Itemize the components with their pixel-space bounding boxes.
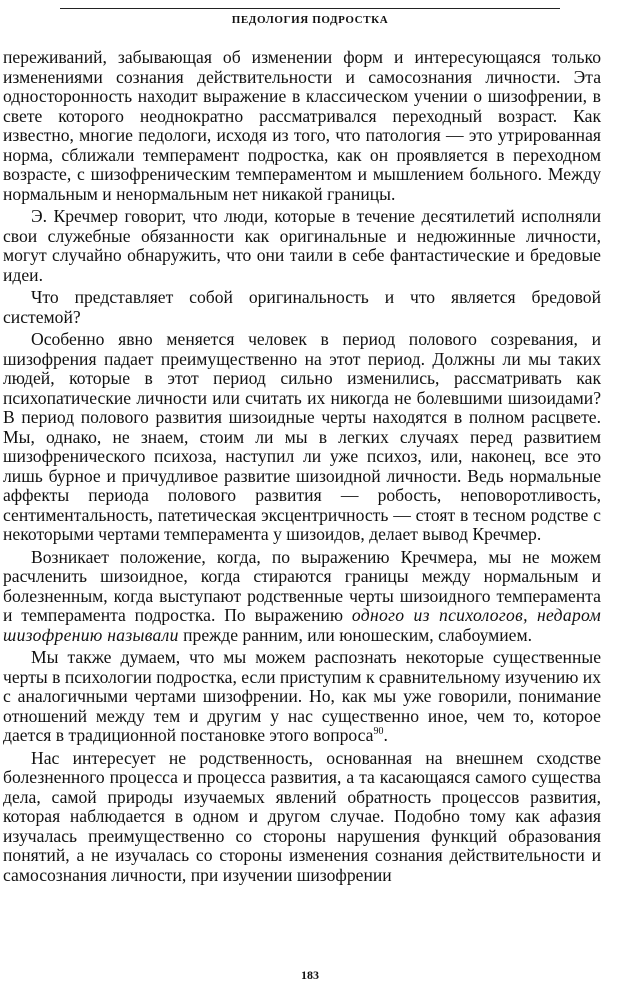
paragraph-6-text-before: Мы также думаем, что мы можем распознать некоторые существенные черты в психологии подростка, если приступим к сравнительному изучению их с аналогичными чертами шизофрении. Но, как мы уже говорили, понимание отношений между тем и другим у нас существенно иное, чем то, которое дается в традиционной постановке этого вопроса	[3, 647, 602, 745]
paragraph-3: Что представляет собой оригинальность и что является бредовой системой?	[3, 287, 601, 327]
paragraph-2: Э. Кречмер говорит, что люди, которые в течение десятилетий исполняли свои служебные обязанности как оригинальные и недюжинные личности, могут случайно обнаружить, что они таили в себе фантастические и бредовые идеи.	[3, 206, 601, 285]
paragraph-4: Особенно явно меняется человек в период полового созревания, и шизофрения падает преимущественно на этот период. Должны ли мы таких людей, которые в этот период сильно изменились, рассматривать как психопатические личности или считать их никогда не болевшими шизоидами? В период полового развития шизоидные черты находятся в полном расцвете. Мы, однако, не знаем, стоим ли мы в легких случаях перед развитием шизофренического психоза, наступил ли уже психоз, или, наконец, все это лишь бурное и причудливое развитие шизоидной личности. Ведь нормальные аффекты периода полового развития — робость, неповоротливость, сентиментальность, патетическая эксцентричность — стоят в тесном родстве с некоторыми чертами темперамента у шизоидов, делает вывод Кречмер.	[3, 329, 601, 544]
paragraph-5-text-after: прежде ранним, или юношеским, слабоумием.	[178, 624, 533, 645]
running-title: ПЕДОЛОГИЯ ПОДРОСТКА	[231, 14, 389, 26]
footnote-marker: 90	[373, 726, 384, 738]
paragraph-5-text-before: Возникает положение, когда, по выражению Кречмера, мы не можем расчленить шизоидное, когда стираются границы между нормальным и болезненным, когда выступают родственные черты шизоидного темперамента и темперамента подростка. По выражению	[3, 546, 601, 625]
paragraph-5	[3, 548, 601, 646]
paragraph-1: переживаний, забывающая об изменении форм и интересующаяся только изменениями сознания действительности и самосознания личности. Эта односторонность находит выражение в классическом учении о шизофрении, в свете которого неоднократно рассматривался переходный возраст. Как известно, многие педологи, исходя из того, что патология — это утрированная норма, сближали темперамент подростка, как он проявляется в переходном возрасте, с шизофреническим темпераментом и мышлением больного. Между нормальным и ненормальным нет никакой границы.	[3, 47, 601, 204]
page-number: 183	[301, 968, 319, 982]
page-body	[3, 48, 601, 885]
paragraph-7: Нас интересует не родственность, основанная на внешнем сходстве болезненного процесса и процесса развития, а та касающаяся самого существа дела, самой природы изучаемых явлений обратность процессов развития, которая наблюдается в одном и другом случае. Подобно тому как афазия изучалась преимущественно со стороны нарушения функций образования понятий, а не изучалась со стороны изменения сознания действительности и самосознания личности, при изучении шизофрении	[3, 747, 601, 885]
paragraph-6	[3, 648, 601, 746]
header-rule	[60, 8, 560, 9]
paragraph-6-text-after: .	[383, 725, 388, 745]
paragraph-5-emphasis: одного из психологов, недаром шизофрению называли	[3, 605, 601, 645]
